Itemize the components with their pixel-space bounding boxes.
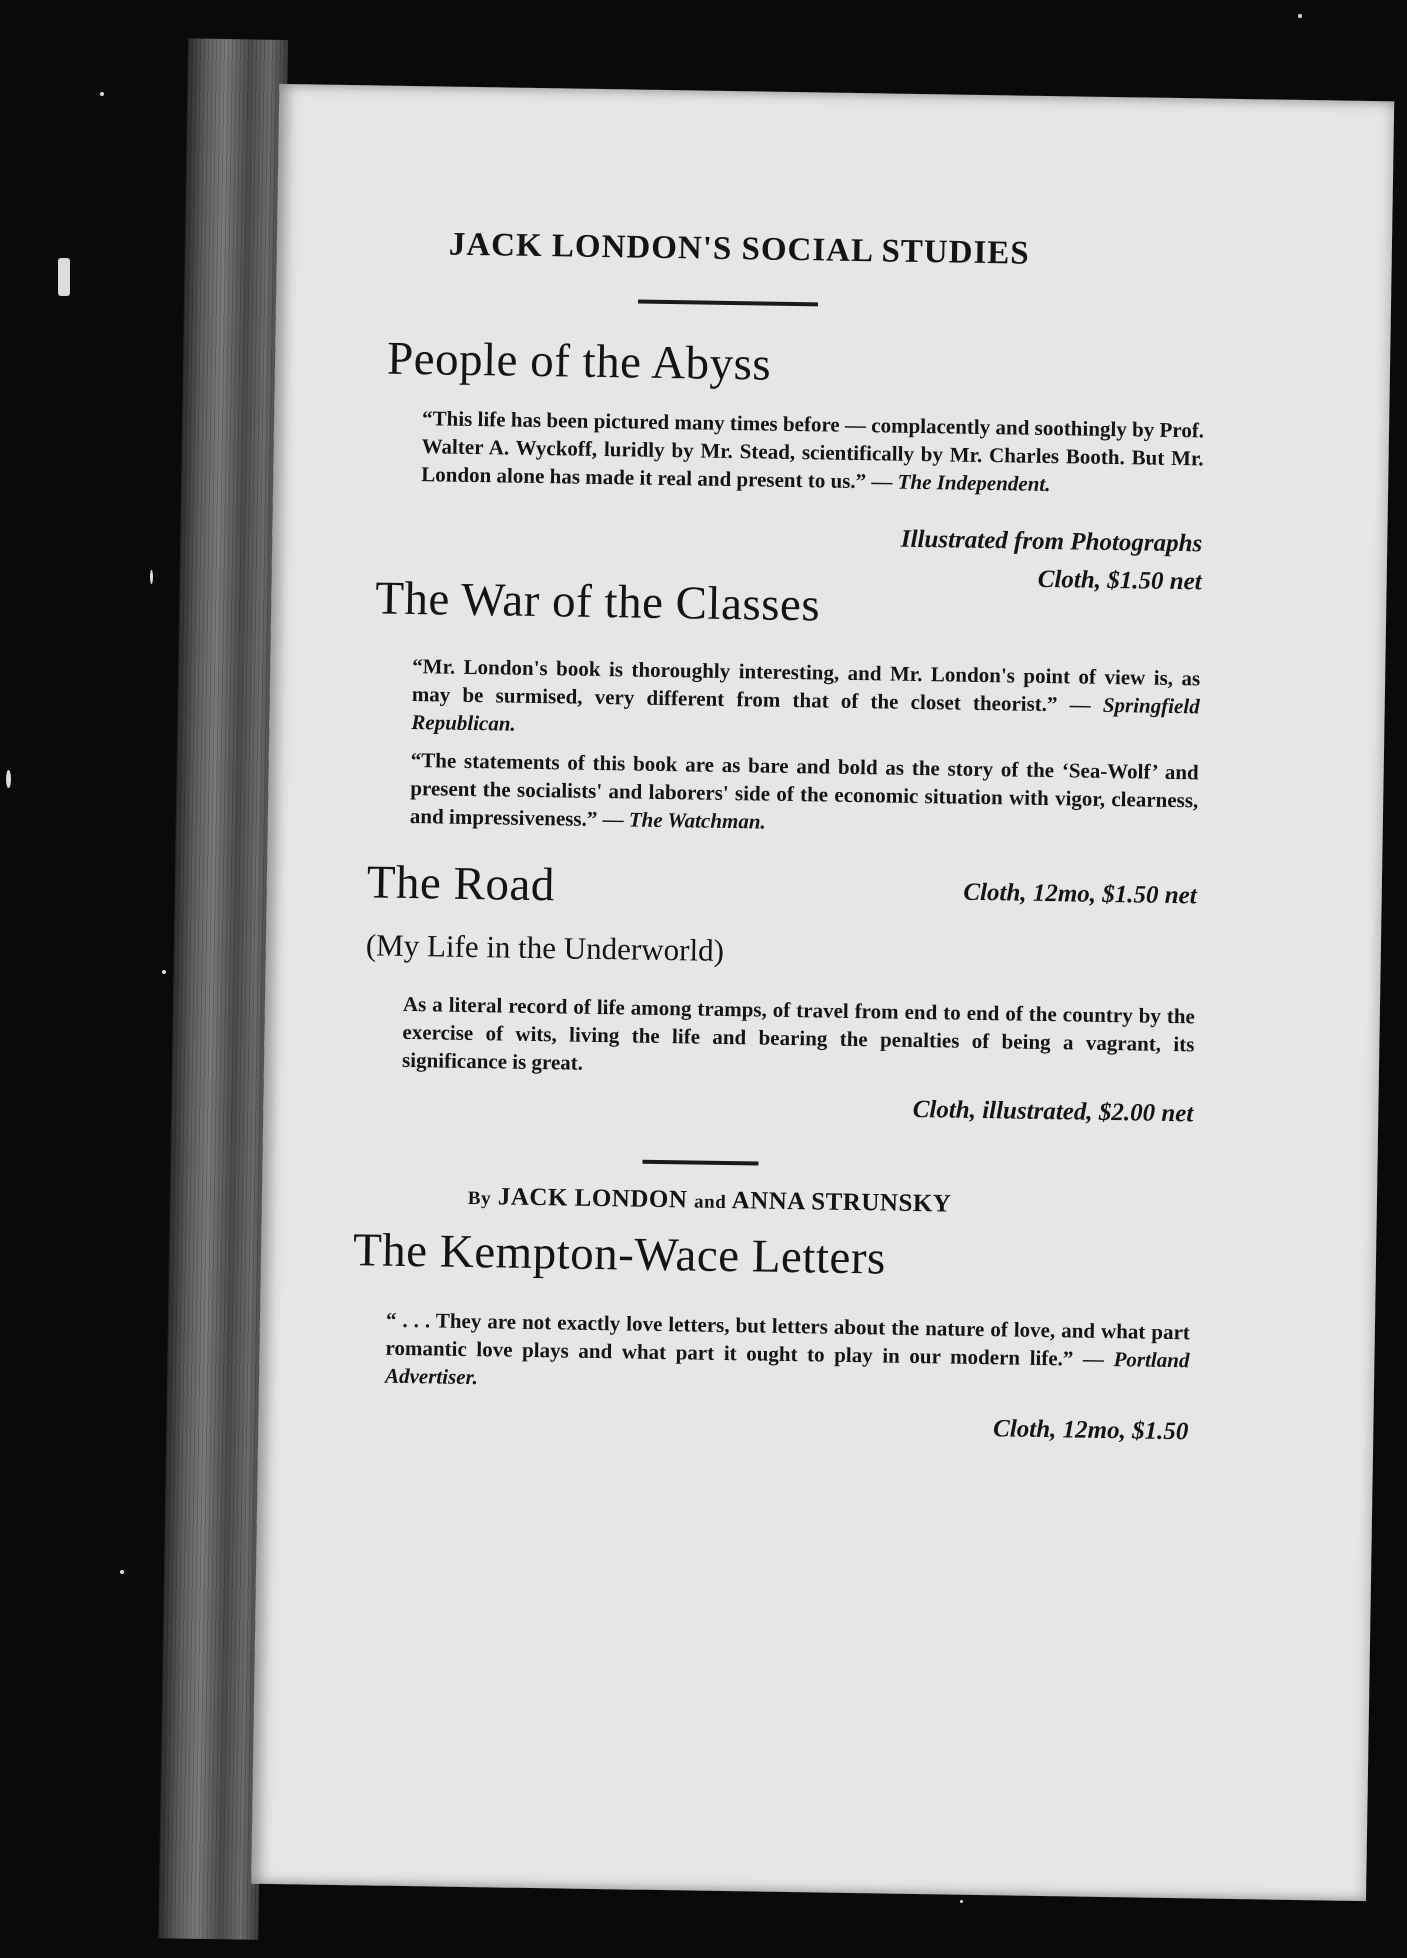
book-price: Cloth, 12mo, $1.50 net	[963, 878, 1197, 910]
dust-speck	[120, 1570, 124, 1574]
dust-speck	[6, 770, 11, 788]
book-subtitle: (My Life in the Underworld)	[365, 927, 725, 968]
book	[158, 38, 1407, 1957]
book-title: The Kempton-Wace Letters	[352, 1224, 887, 1285]
book-page	[251, 84, 1394, 1901]
book-quote: “The statements of this book are as bare and bold as the story of the ‘Sea-Wolf’ and present the socialists' and laborers' side of the economic situation with vigor, clearness, and impressiveness.” — The Watchman.	[409, 748, 1199, 834]
book-title: The War of the Classes	[374, 572, 821, 632]
book-description: As a literal record of life among tramps, of travel from end to end of the country by the exercise of wits, living the life and bearing the penalties of being a vagrant, its significance is great.	[401, 991, 1196, 1075]
book-price: Cloth, illustrated, $2.00 net	[912, 1095, 1194, 1128]
book-illustration-note: Illustrated from Photographs	[900, 525, 1203, 558]
dust-speck	[100, 92, 104, 96]
dust-speck	[58, 258, 70, 296]
dust-speck	[1298, 14, 1302, 18]
book-quote: “Mr. London's book is thoroughly interesting, and Mr. London's point of view is, as may be surmised, very different from that of the closet theorist.” — Springfield Republican.	[411, 654, 1201, 736]
book-title: People of the Abyss	[386, 332, 772, 391]
book-price: Cloth, 12mo, $1.50	[992, 1415, 1189, 1446]
heading-rule	[638, 300, 818, 307]
book-quote: “This life has been pictured many times before — complacently and soothingly by Prof. Walter A. Wyckoff, luridly by Mr. Stead, scientifically by Mr. Charles Booth. But Mr. London alone has made it real and present to us.” — The Independent.	[421, 406, 1205, 497]
book-price: Cloth, $1.50 net	[1037, 565, 1202, 596]
dust-speck	[150, 570, 153, 584]
book-quote: “ . . . They are not exactly love letters, but letters about the nature of love, and what part romantic love plays and what part it ought to play in our modern life.” — Portland Advertiser.	[384, 1307, 1191, 1390]
book-authors: By JACK LONDON and ANNA STRUNSKY	[467, 1183, 952, 1218]
book-title: The Road	[366, 856, 556, 912]
page-heading: JACK LONDON'S SOCIAL STUDIES	[448, 226, 1030, 272]
dust-speck	[162, 970, 166, 974]
section-rule	[642, 1160, 758, 1166]
